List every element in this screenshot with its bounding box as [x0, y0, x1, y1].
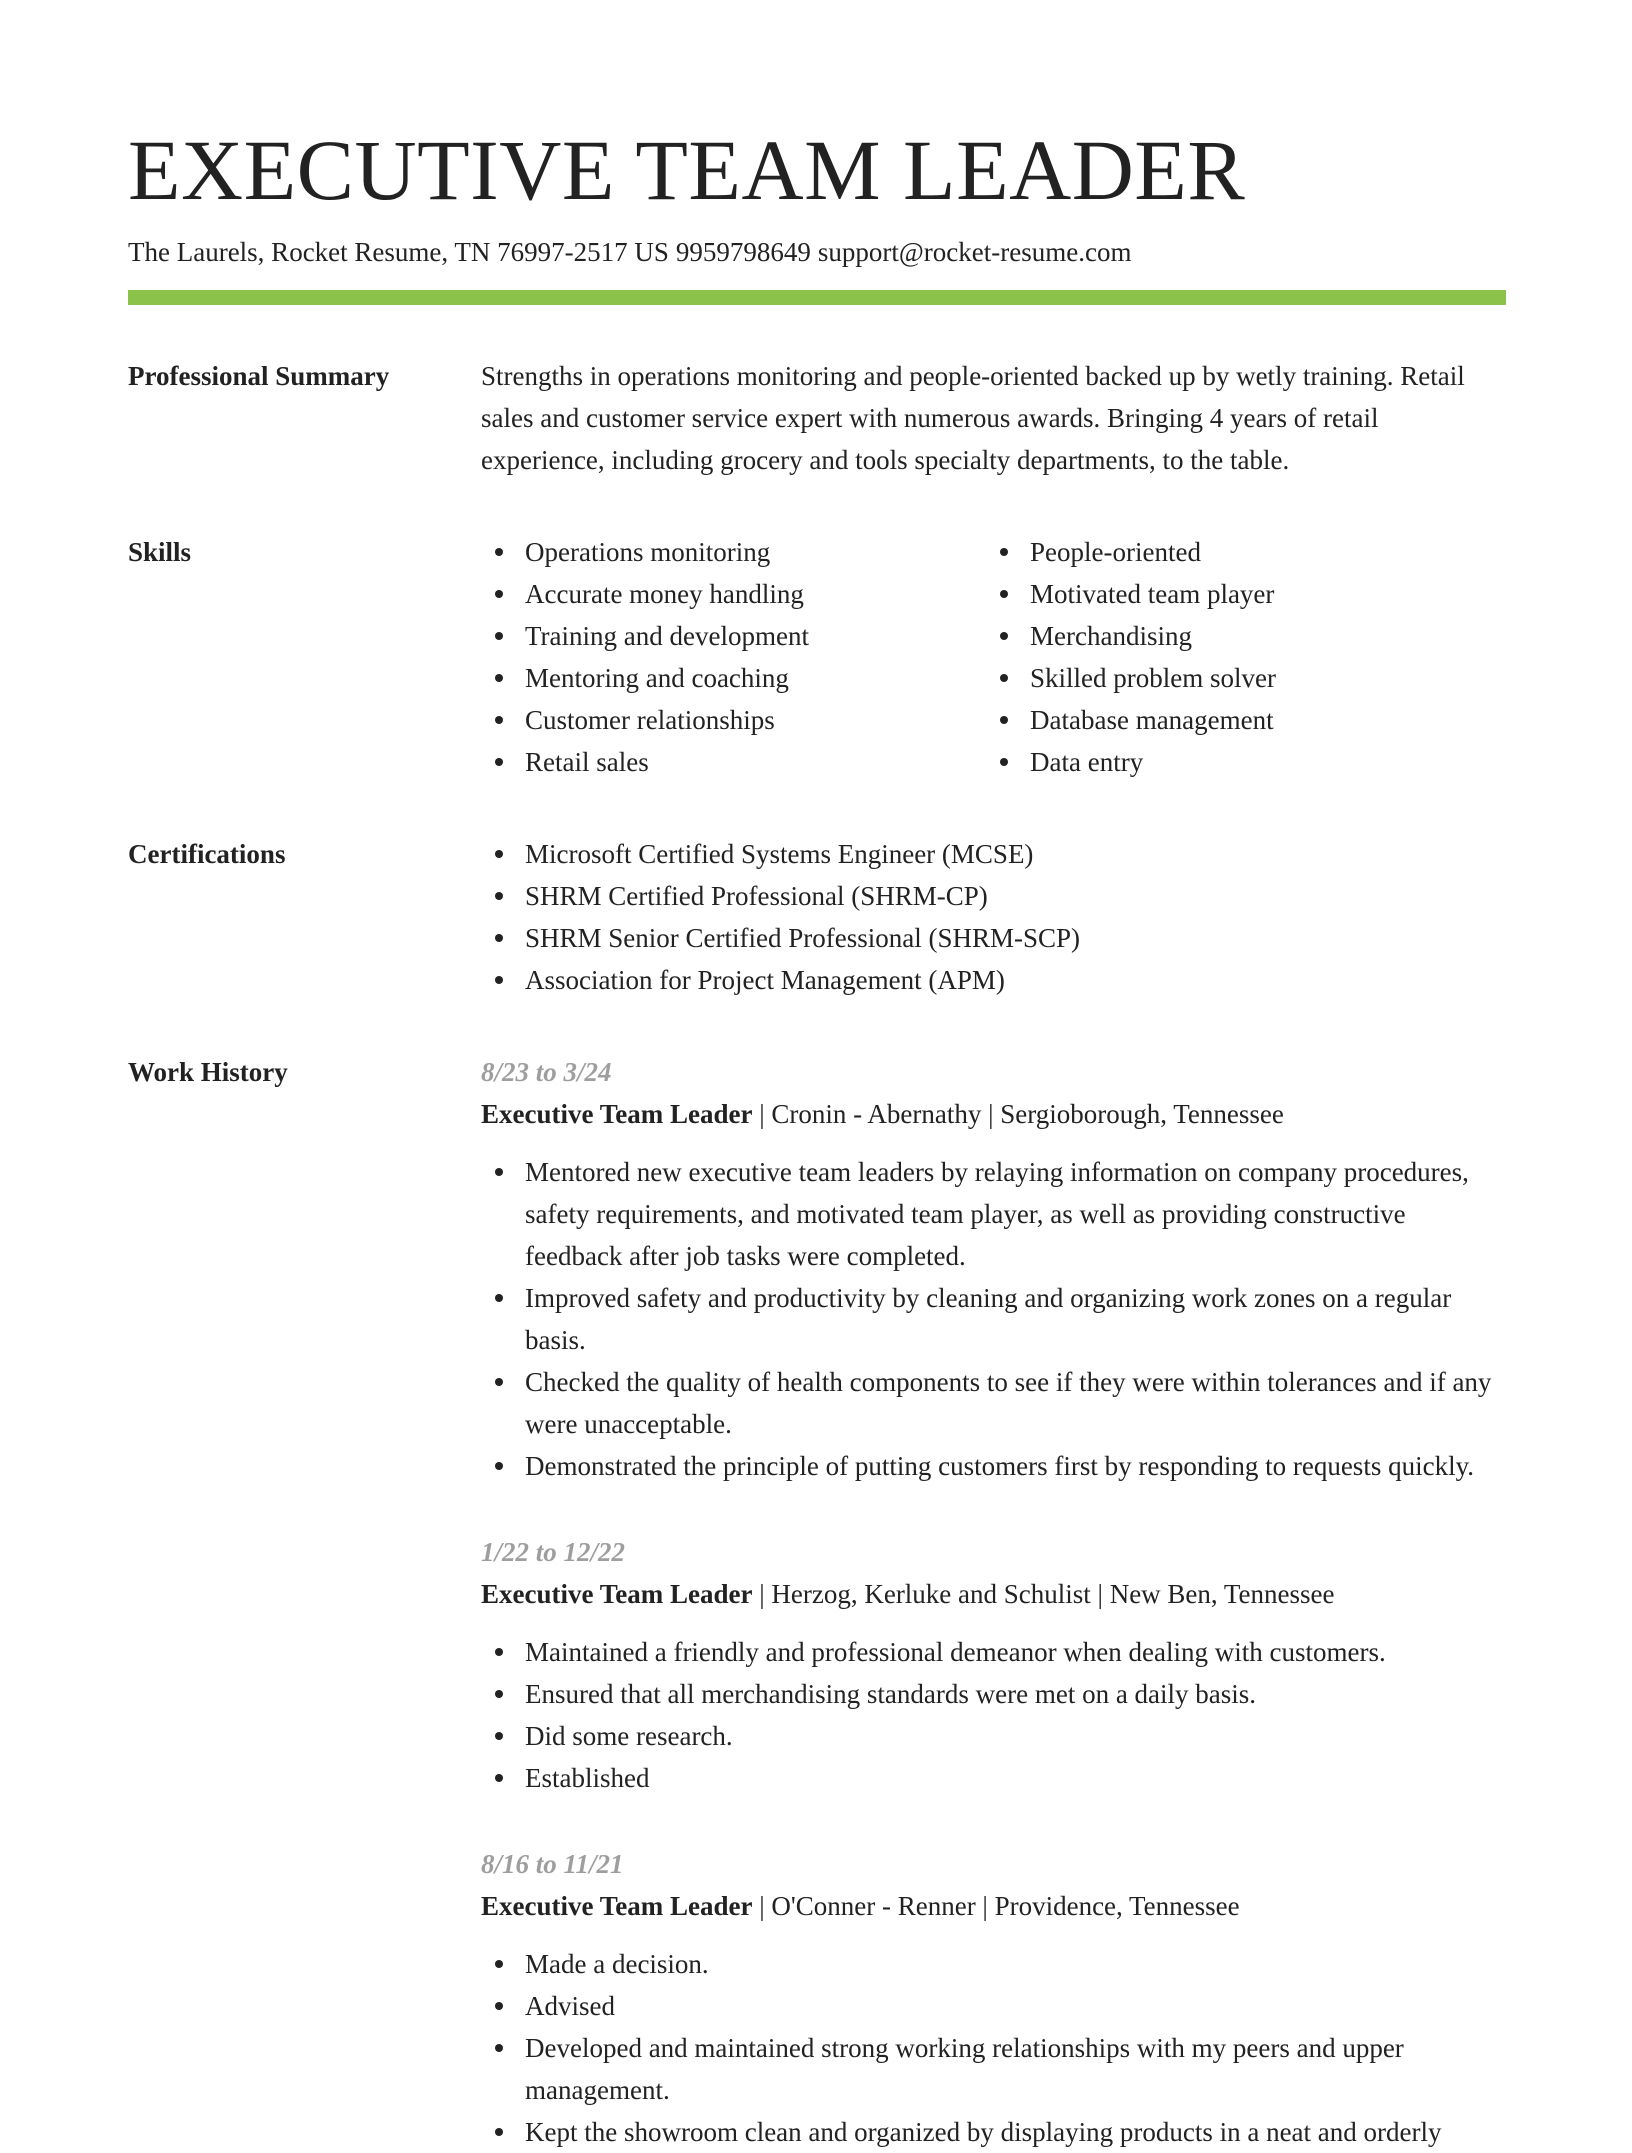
contact-phone: 9959798649 [675, 237, 811, 267]
job-bullet: Demonstrated the principle of putting customers first by responding to requests quickly. [481, 1445, 1506, 1487]
skill-item: Merchandising [986, 615, 1491, 657]
resume-page [128, 118, 1506, 2153]
job-dates: 8/16 to 11/21 [481, 1849, 624, 1879]
job-header [481, 1093, 1506, 1135]
job-bullets [481, 1943, 1506, 2153]
certification-item: Microsoft Certified Systems Engineer (MCSE) [481, 833, 1506, 875]
skill-item: Retail sales [481, 741, 986, 783]
job-bullet: Established [481, 1757, 1506, 1799]
skill-item: Motivated team player [986, 573, 1491, 615]
resume-title: EXECUTIVE TEAM LEADER [128, 122, 1246, 218]
job-bullet: Advised [481, 1985, 1506, 2027]
job-title: Executive Team Leader [481, 1579, 753, 1609]
skills-grid [481, 531, 1506, 783]
contact-line [128, 232, 1506, 272]
job-details: | Herzog, Kerluke and Schulist | New Ben, Tennessee [752, 1579, 1335, 1609]
job-bullet: Checked the quality of health components to see if they were within tolerances and if any were unacceptable. [481, 1361, 1506, 1445]
job-dates: 8/23 to 3/24 [481, 1057, 612, 1087]
skills-list-right [986, 531, 1491, 783]
certification-item: SHRM Certified Professional (SHRM-CP) [481, 875, 1506, 917]
skill-item: Training and development [481, 615, 986, 657]
certifications-list [481, 833, 1506, 1001]
skill-item: Data entry [986, 741, 1491, 783]
job-bullets [481, 1631, 1506, 1799]
summary-text: Strengths in operations monitoring and people-oriented backed up by wetly training. Retail sales and customer service expert with numerous awards. Bringing 4 years of retail experience, including grocery and tools specialty departments, to the table. [481, 361, 1465, 475]
certification-item: Association for Project Management (APM) [481, 959, 1506, 1001]
skill-item: Accurate money handling [481, 573, 986, 615]
work-history-section [128, 1051, 1506, 2153]
job-header [481, 1885, 1506, 1927]
job-header [481, 1573, 1506, 1615]
job-details: | O'Conner - Renner | Providence, Tennessee [752, 1891, 1240, 1921]
certifications-section [128, 833, 1506, 1001]
job-bullet: Kept the showroom clean and organized by displaying products in a neat and orderly [481, 2111, 1506, 2153]
contact-email: support@rocket-resume.com [817, 237, 1132, 267]
job-entry [481, 1843, 1506, 2153]
skill-item: Mentoring and coaching [481, 657, 986, 699]
skill-item: People-oriented [986, 531, 1491, 573]
job-title: Executive Team Leader [481, 1099, 753, 1129]
summary-section [128, 355, 1506, 481]
job-bullet: Did some research. [481, 1715, 1506, 1757]
skill-item: Skilled problem solver [986, 657, 1491, 699]
job-dates: 1/22 to 12/22 [481, 1537, 626, 1567]
skills-list-left [481, 531, 986, 783]
contact-address: The Laurels, Rocket Resume, TN 76997-2517 US [128, 237, 669, 267]
job-bullet: Maintained a friendly and professional demeanor when dealing with customers. [481, 1631, 1506, 1673]
skill-item: Operations monitoring [481, 531, 986, 573]
job-title: Executive Team Leader [481, 1891, 753, 1921]
certification-item: SHRM Senior Certified Professional (SHRM-SCP) [481, 917, 1506, 959]
job-bullet: Mentored new executive team leaders by relaying information on company procedures, safety requirements, and motivated team player, as well as providing constructive feedback after job tasks were completed. [481, 1151, 1506, 1277]
skill-item: Customer relationships [481, 699, 986, 741]
accent-divider [128, 290, 1506, 305]
job-entry [481, 1531, 1506, 1799]
certifications-heading: Certifications [128, 839, 286, 869]
job-bullet: Made a decision. [481, 1943, 1506, 1985]
job-entry [481, 1051, 1506, 1487]
skills-section [128, 531, 1506, 783]
job-bullets [481, 1151, 1506, 1487]
summary-heading: Professional Summary [128, 361, 390, 391]
skills-heading: Skills [128, 537, 192, 567]
skill-item: Database management [986, 699, 1491, 741]
job-bullet: Developed and maintained strong working relationships with my peers and upper management. [481, 2027, 1506, 2111]
work-history-heading: Work History [128, 1057, 288, 1087]
job-details: | Cronin - Abernathy | Sergioborough, Tennessee [752, 1099, 1284, 1129]
job-bullet: Improved safety and productivity by cleaning and organizing work zones on a regular basis. [481, 1277, 1506, 1361]
job-bullet: Ensured that all merchandising standards were met on a daily basis. [481, 1673, 1506, 1715]
